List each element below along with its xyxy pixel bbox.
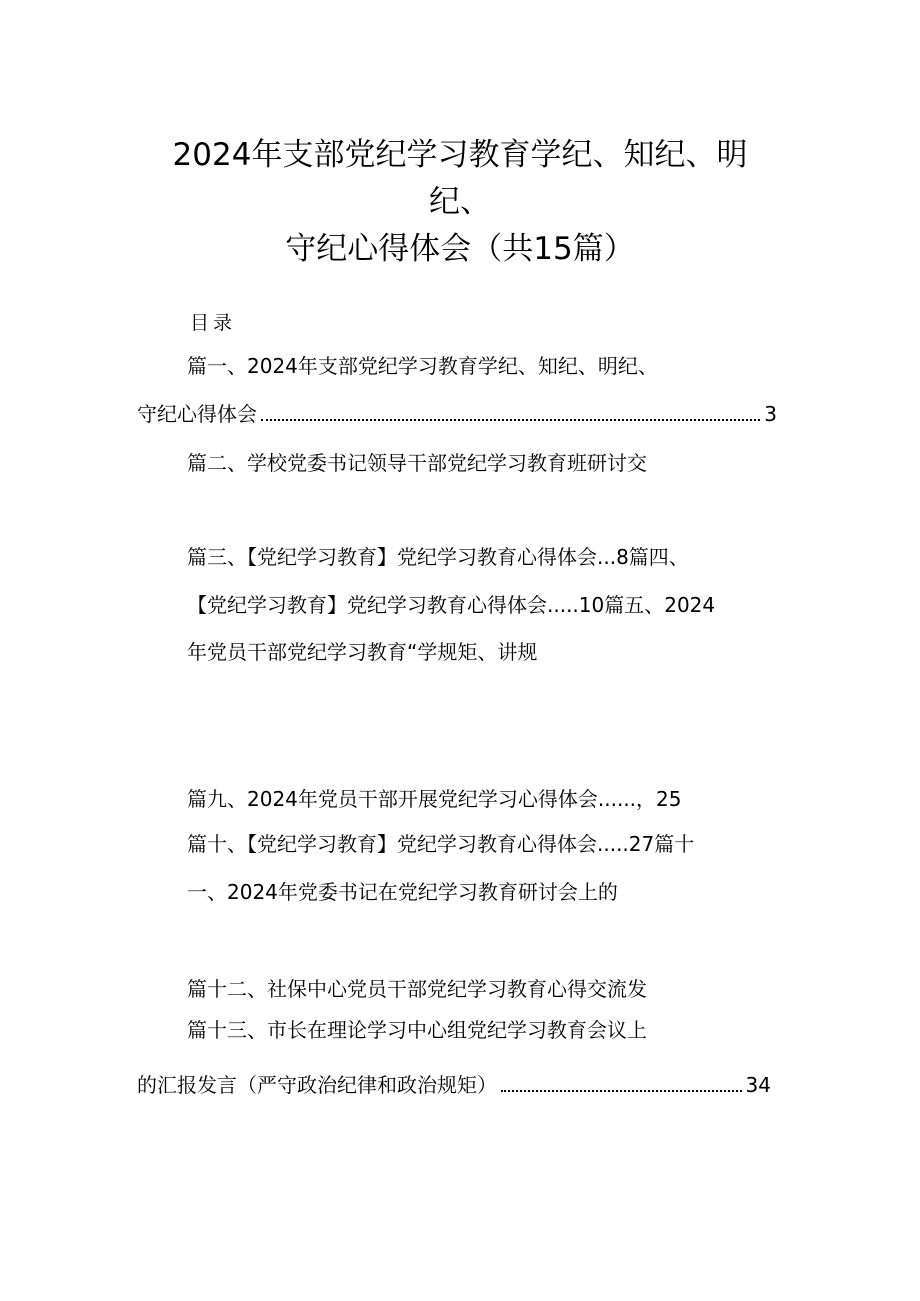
title-line-3: 守纪心得体会（共15篇） [285,231,635,267]
toc-page-number: 3 [764,402,777,426]
toc-entry-11[interactable]: 篇十三、市长在理论学习中心组党纪学习教育会议上 [187,1018,647,1042]
toc-entry-12[interactable] [137,1071,771,1099]
toc-entry-2[interactable] [137,400,777,428]
toc-entry-7[interactable]: 篇九、2024年党员干部开展党纪学习心得体会......，25 [187,787,682,811]
toc-page-number: 34 [745,1073,771,1097]
toc-entry-text: 的汇报发言（严守政治纪律和政治规矩） [137,1073,497,1097]
toc-entry-6[interactable]: 年党员干部党纪学习教育“学规矩、讲规 [187,640,538,664]
toc-entry-5[interactable]: 【党纪学习教育】党纪学习教育心得体会.....10篇五、2024 [187,593,716,617]
toc-entry-1[interactable]: 篇一、2024年支部党纪学习教育学纪、知纪、明纪、 [187,354,658,378]
dot-leader [261,419,760,421]
dot-leader [501,1090,742,1092]
toc-entry-4[interactable]: 篇三、【党纪学习教育】党纪学习教育心得体会...8篇四、 [187,545,689,569]
document-title [150,132,770,273]
title-line-2: 纪、 [429,184,491,220]
toc-entry-8[interactable]: 篇十、【党纪学习教育】党纪学习教育心得体会.....27篇十 [187,832,695,856]
toc-entry-9[interactable]: 一、2024年党委书记在党纪学习教育研讨会上的 [187,880,618,904]
toc-heading: 目录 [190,312,237,334]
toc-entry-3[interactable]: 篇二、学校党委书记领导干部党纪学习教育班研讨交 [187,451,647,475]
toc-entry-text: 守纪心得体会 [137,402,257,426]
title-line-1: 2024年支部党纪学习教育学纪、知纪、明 [172,137,748,173]
toc-entry-10[interactable]: 篇十二、社保中心党员干部党纪学习教育心得交流发 [187,977,647,1001]
